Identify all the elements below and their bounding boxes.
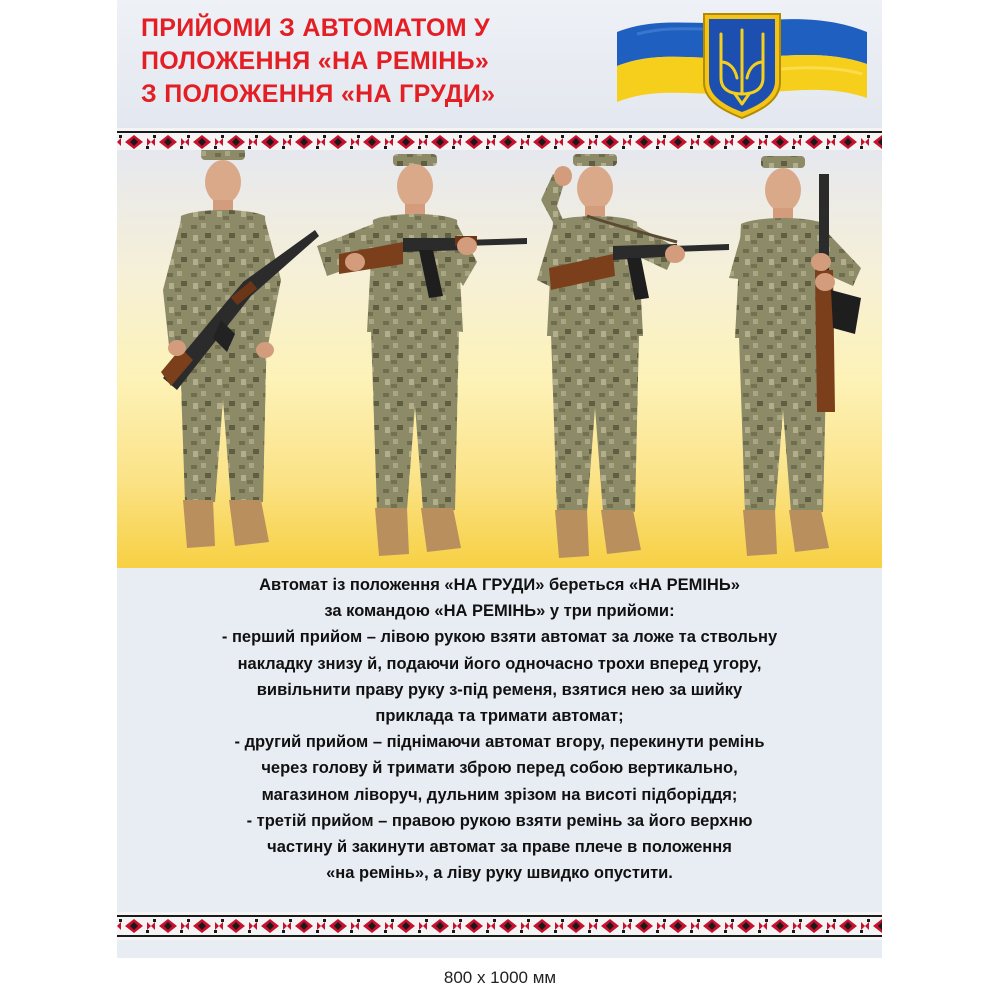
poster-header xyxy=(117,0,882,128)
poster-title xyxy=(141,12,611,111)
soldiers-photo-sequence xyxy=(117,150,882,568)
ukrainian-flag-with-trident-icon xyxy=(617,12,867,120)
size-caption: 800 х 1000 мм xyxy=(443,968,557,987)
description-line: приклада та тримати автомат; xyxy=(375,707,624,726)
description-line: Автомат із положення «НА ГРУДИ» береться «НА РЕМІНЬ» xyxy=(259,576,740,594)
description-line: «на ремінь», а ліву руку швидко опустити. xyxy=(326,864,673,883)
soldier-step-3 xyxy=(537,154,729,558)
description-line: магазином ліворуч, дульним зрізом на висоті підборіддя; xyxy=(261,785,738,804)
description-line: вивільнити праву руку з-під ременя, взятися нею за шийку xyxy=(256,680,743,699)
description-line: - другий прийом – піднімаючи автомат вгору, перекинути ремінь xyxy=(234,733,765,752)
description-line: за командою «НА РЕМІНЬ» у три прийоми: xyxy=(324,602,675,621)
poster xyxy=(117,0,882,958)
title-line-2: ПОЛОЖЕННЯ «НА РЕМІНЬ» xyxy=(141,47,490,75)
description-line: - перший прийом – лівою рукою взяти автомат за ложе та ствольну xyxy=(221,628,778,647)
description-line: через голову й тримати зброю перед собою вертикально, xyxy=(261,759,738,778)
embroidery-ornament-bottom xyxy=(117,912,882,940)
soldier-step-2 xyxy=(317,154,527,556)
soldier-step-1 xyxy=(161,150,319,548)
soldier-step-4 xyxy=(729,156,861,556)
description-text xyxy=(117,572,882,908)
description-line: частину й закинути автомат за праве плече в положення xyxy=(267,838,732,857)
description-line: - третій прийом – правою рукою взяти ремінь за його верхню xyxy=(246,811,753,830)
title-line-1: ПРИЙОМИ З АВТОМАТОМ У xyxy=(141,14,490,42)
description-line: накладку знизу й, подаючи його одночасно трохи вперед угору, xyxy=(237,654,762,673)
title-line-3: З ПОЛОЖЕННЯ «НА ГРУДИ» xyxy=(141,80,496,108)
